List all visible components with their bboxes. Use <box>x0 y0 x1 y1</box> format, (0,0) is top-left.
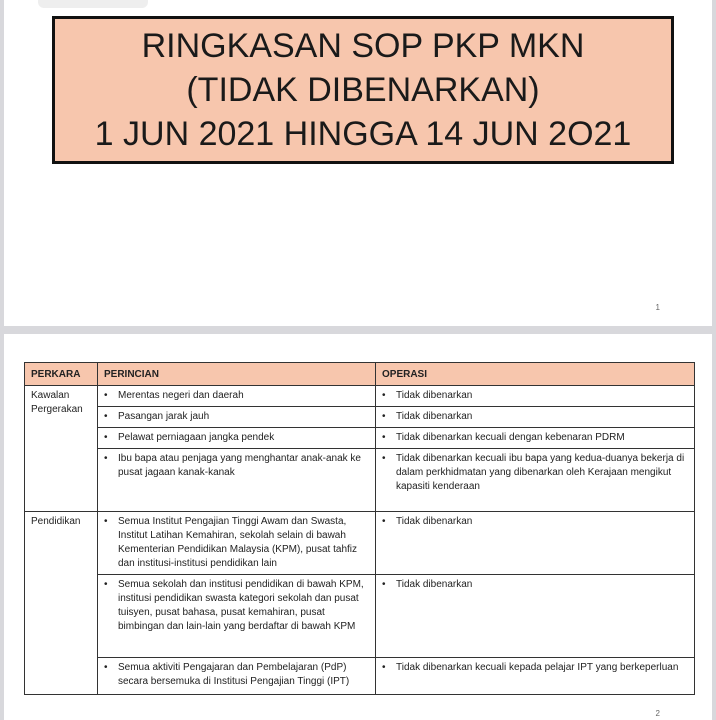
header-operasi: OPERASI <box>376 363 695 386</box>
bullet-dot: • <box>382 432 386 443</box>
detail-cell <box>98 449 376 512</box>
table-row <box>25 407 695 428</box>
detail-text: Ibu bapa atau penjaga yang menghantar anak-anak ke pusat jagaan kanak-kanak <box>118 453 361 478</box>
operation-cell <box>376 512 695 575</box>
detail-cell <box>98 407 376 428</box>
title-line-1: RINGKASAN SOP PKP MKN <box>141 27 585 65</box>
operation-text: Tidak dibenarkan kecuali dengan kebenaran PDRM <box>396 432 625 443</box>
detail-text: Pelawat perniagaan jangka pendek <box>118 432 275 443</box>
operation-cell <box>376 449 695 512</box>
bullet-item <box>104 661 369 689</box>
bullet-item <box>382 578 688 592</box>
bullet-dot: • <box>382 579 386 590</box>
bullet-item <box>382 661 688 675</box>
bullet-item <box>104 389 369 403</box>
detail-cell <box>98 658 376 695</box>
bullet-item <box>382 515 688 529</box>
operation-text: Tidak dibenarkan <box>396 411 473 422</box>
category-cell <box>25 512 98 695</box>
detail-cell <box>98 428 376 449</box>
bullet-dot: • <box>382 453 386 464</box>
tab-chip <box>38 0 148 8</box>
page-number: 1 <box>655 303 660 312</box>
header-perkara: PERKARA <box>25 363 98 386</box>
bullet-dot: • <box>382 516 386 527</box>
category-label: Kawalan <box>31 390 70 401</box>
bullet-dot: • <box>104 579 108 590</box>
table-row <box>25 575 695 658</box>
bullet-dot: • <box>104 411 108 422</box>
bullet-dot: • <box>104 390 108 401</box>
bullet-dot: • <box>382 411 386 422</box>
operation-text: Tidak dibenarkan kecuali kepada pelajar IPT yang berkeperluan <box>396 662 679 673</box>
operation-text: Tidak dibenarkan <box>396 579 473 590</box>
title-line-2: (TIDAK DIBENARKAN) <box>186 71 540 109</box>
bullet-dot: • <box>104 453 108 464</box>
detail-text: Semua Institut Pengajian Tinggi Awam dan Swasta, Institut Latihan Kemahiran, sekolah selain di bawah Kementerian Pendidikan Malaysia (KPM), pusat tahfiz dan institusi-institusi pendidikan lain <box>118 516 358 569</box>
bullet-item <box>382 410 688 424</box>
slide-1 <box>4 0 712 326</box>
detail-text: Pasangan jarak jauh <box>118 411 210 422</box>
bullet-dot: • <box>382 662 386 673</box>
bullet-dot: • <box>104 662 108 673</box>
sop-table <box>24 362 695 695</box>
title-line-3: 1 JUN 2021 HINGGA 14 JUN 2O21 <box>94 115 632 153</box>
detail-cell <box>98 512 376 575</box>
detail-text: Semua aktiviti Pengajaran dan Pembelajaran (PdP) secara bersemuka di Institusi Pengajian Tinggi (IPT) <box>118 662 350 687</box>
bullet-dot: • <box>382 390 386 401</box>
detail-cell <box>98 575 376 658</box>
operation-cell <box>376 658 695 695</box>
slide-2 <box>4 334 712 720</box>
operation-text: Tidak dibenarkan <box>396 516 473 527</box>
category-label: Pergerakan <box>31 404 83 415</box>
detail-cell <box>98 386 376 407</box>
bullet-item <box>382 431 688 445</box>
bullet-item <box>382 452 688 494</box>
bullet-item <box>104 578 369 634</box>
table-header-row <box>25 363 695 386</box>
table-row <box>25 428 695 449</box>
table-row <box>25 386 695 407</box>
table-row <box>25 449 695 512</box>
header-perincian: PERINCIAN <box>98 363 376 386</box>
bullet-item <box>104 431 369 445</box>
operation-cell <box>376 386 695 407</box>
bullet-item <box>104 410 369 424</box>
table-row <box>25 658 695 695</box>
operation-cell <box>376 428 695 449</box>
table-row <box>25 512 695 575</box>
bullet-item <box>104 452 369 480</box>
title-box <box>52 16 674 164</box>
bullet-item <box>382 389 688 403</box>
category-cell <box>25 386 98 512</box>
page-number: 2 <box>655 709 660 718</box>
detail-text: Merentas negeri dan daerah <box>118 390 244 401</box>
bullet-dot: • <box>104 516 108 527</box>
detail-text: Semua sekolah dan institusi pendidikan di bawah KPM, institusi pendidikan swasta kategori sekolah dan pusat tuisyen, pusat bahasa, pusat kemahiran, pusat bimbingan dan lain-lain yang berdaftar di bawah KPM <box>118 579 364 632</box>
operation-cell <box>376 575 695 658</box>
bullet-item <box>104 515 369 571</box>
category-label: Pendidikan <box>31 516 81 527</box>
operation-cell <box>376 407 695 428</box>
operation-text: Tidak dibenarkan kecuali ibu bapa yang kedua-duanya bekerja di dalam perkhidmatan yang dibenarkan oleh Kerajaan mengikut kapasiti kenderaan <box>396 453 685 492</box>
bullet-dot: • <box>104 432 108 443</box>
operation-text: Tidak dibenarkan <box>396 390 473 401</box>
